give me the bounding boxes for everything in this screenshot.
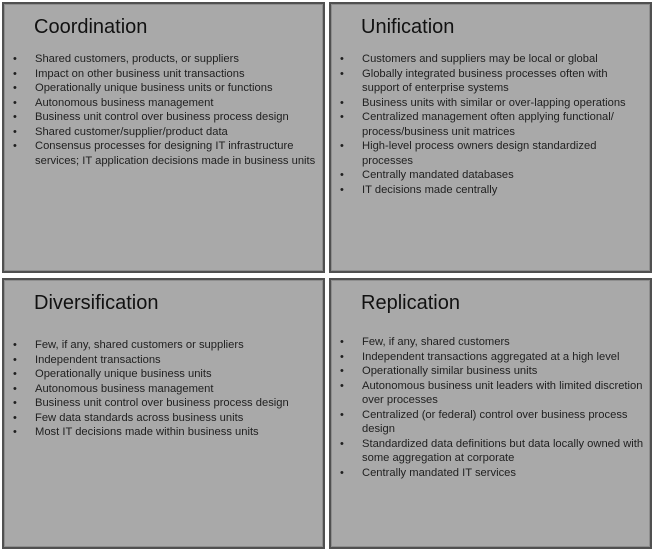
bullet-item bbox=[13, 125, 317, 140]
bullet-item bbox=[13, 382, 317, 397]
bullet-dot-icon: • bbox=[340, 183, 344, 196]
bullet-text: Impact on other business unit transactions bbox=[35, 67, 245, 80]
bullet-item bbox=[340, 96, 644, 111]
bullet-dot-icon: • bbox=[13, 125, 17, 138]
bullet-item bbox=[13, 353, 317, 368]
bullet-dot-icon: • bbox=[340, 365, 344, 377]
bullet-dot-icon: • bbox=[340, 437, 344, 450]
bullet-dot-icon: • bbox=[13, 96, 17, 109]
bullet-dot-icon: • bbox=[13, 411, 17, 424]
bullet-dot-icon: • bbox=[340, 336, 344, 348]
bullet-text: Operationally unique business units bbox=[35, 368, 212, 380]
bullet-dot-icon: • bbox=[13, 111, 17, 123]
bullet-item bbox=[13, 425, 317, 440]
bullet-text: Autonomous business unit leaders with limited discretion over processes bbox=[362, 379, 643, 406]
bullet-text: Shared customer/supplier/product data bbox=[35, 125, 228, 138]
bullet-text: Autonomous business management bbox=[35, 96, 214, 109]
bullet-text: Most IT decisions made within business units bbox=[35, 426, 259, 438]
quadrant-title: Unification bbox=[361, 16, 455, 38]
bullet-dot-icon: • bbox=[340, 169, 344, 181]
bullet-item bbox=[340, 183, 644, 198]
bullet-text: Standardized data definitions but data locally owned with some aggregation at corporate bbox=[362, 437, 644, 464]
bullet-dot-icon: • bbox=[340, 67, 344, 80]
bullet-dot-icon: • bbox=[340, 111, 344, 123]
bullet-text: High-level process owners design standardized processes bbox=[362, 140, 597, 167]
bullet-dot-icon: • bbox=[13, 397, 17, 409]
bullet-dot-icon: • bbox=[13, 140, 17, 152]
quadrant-title: Replication bbox=[361, 292, 460, 314]
bullet-text: Few data standards across business units bbox=[35, 411, 244, 424]
bullet-text: Few, if any, shared customers or suppliers bbox=[35, 339, 244, 351]
bullet-item bbox=[13, 396, 317, 411]
quadrant-unification bbox=[329, 2, 652, 273]
bullet-item bbox=[340, 350, 644, 365]
bullet-item bbox=[340, 67, 644, 96]
bullet-text: Autonomous business management bbox=[35, 382, 214, 395]
bullet-item bbox=[340, 408, 644, 437]
bullet-item bbox=[13, 110, 317, 125]
bullet-text: Business unit control over business process design bbox=[35, 397, 289, 409]
bullet-item bbox=[340, 110, 644, 139]
bullet-text: IT decisions made centrally bbox=[362, 183, 498, 196]
bullet-text: Consensus processes for designing IT infrastructure services; IT application decisions made in business units bbox=[35, 140, 316, 167]
bullet-item bbox=[340, 52, 644, 67]
bullet-text: Shared customers, products, or suppliers bbox=[35, 53, 239, 65]
bullet-text: Customers and suppliers may be local or global bbox=[362, 53, 598, 65]
bullet-item bbox=[340, 364, 644, 379]
bullet-item bbox=[13, 81, 317, 96]
bullet-dot-icon: • bbox=[13, 426, 17, 438]
quadrant-coordination bbox=[2, 2, 325, 273]
bullet-dot-icon: • bbox=[13, 382, 17, 395]
quadrant-title: Diversification bbox=[34, 292, 159, 314]
bullet-dot-icon: • bbox=[340, 466, 344, 479]
bullet-dot-icon: • bbox=[340, 53, 344, 65]
bullet-text: Independent transactions bbox=[35, 353, 161, 366]
bullet-item bbox=[340, 379, 644, 408]
bullet-text: Centralized (or federal) control over business process design bbox=[362, 408, 628, 435]
bullet-dot-icon: • bbox=[340, 96, 344, 109]
bullet-text: Operationally unique business units or functions bbox=[35, 82, 273, 94]
bullet-item bbox=[13, 139, 317, 168]
bullet-text: Business unit control over business process design bbox=[35, 111, 289, 123]
bullet-list bbox=[13, 52, 317, 168]
bullet-text: Independent transactions aggregated at a high level bbox=[362, 350, 620, 363]
bullet-item bbox=[13, 411, 317, 426]
bullet-dot-icon: • bbox=[13, 67, 17, 80]
bullet-text: Business units with similar or over-lapping operations bbox=[362, 96, 626, 109]
bullet-text: Few, if any, shared customers bbox=[362, 336, 510, 348]
bullet-text: Operationally similar business units bbox=[362, 365, 538, 377]
bullet-text: Centrally mandated databases bbox=[362, 169, 514, 181]
bullet-dot-icon: • bbox=[13, 368, 17, 380]
bullet-item bbox=[340, 168, 644, 183]
bullet-item bbox=[340, 139, 644, 168]
bullet-item bbox=[340, 466, 644, 481]
bullet-text: Centrally mandated IT services bbox=[362, 466, 516, 479]
bullet-text: Centralized management often applying functional/ process/business unit matrices bbox=[362, 111, 614, 138]
bullet-list bbox=[340, 52, 644, 197]
bullet-dot-icon: • bbox=[13, 82, 17, 94]
bullet-item bbox=[13, 367, 317, 382]
bullet-dot-icon: • bbox=[13, 353, 17, 366]
bullet-dot-icon: • bbox=[13, 53, 17, 65]
bullet-text: Globally integrated business processes often with support of enterprise systems bbox=[362, 67, 608, 94]
bullet-list bbox=[340, 335, 644, 480]
bullet-item bbox=[13, 338, 317, 353]
bullet-item bbox=[13, 67, 317, 82]
bullet-list bbox=[13, 338, 317, 440]
quadrant-title: Coordination bbox=[34, 16, 148, 38]
quadrant-diversification bbox=[2, 278, 325, 549]
bullet-dot-icon: • bbox=[340, 408, 344, 421]
bullet-item bbox=[13, 96, 317, 111]
bullet-dot-icon: • bbox=[13, 339, 17, 351]
bullet-item bbox=[340, 437, 644, 466]
bullet-item bbox=[340, 335, 644, 350]
bullet-dot-icon: • bbox=[340, 350, 344, 363]
quadrant-replication bbox=[329, 278, 652, 549]
bullet-dot-icon: • bbox=[340, 140, 344, 152]
bullet-item bbox=[13, 52, 317, 67]
bullet-dot-icon: • bbox=[340, 379, 344, 392]
